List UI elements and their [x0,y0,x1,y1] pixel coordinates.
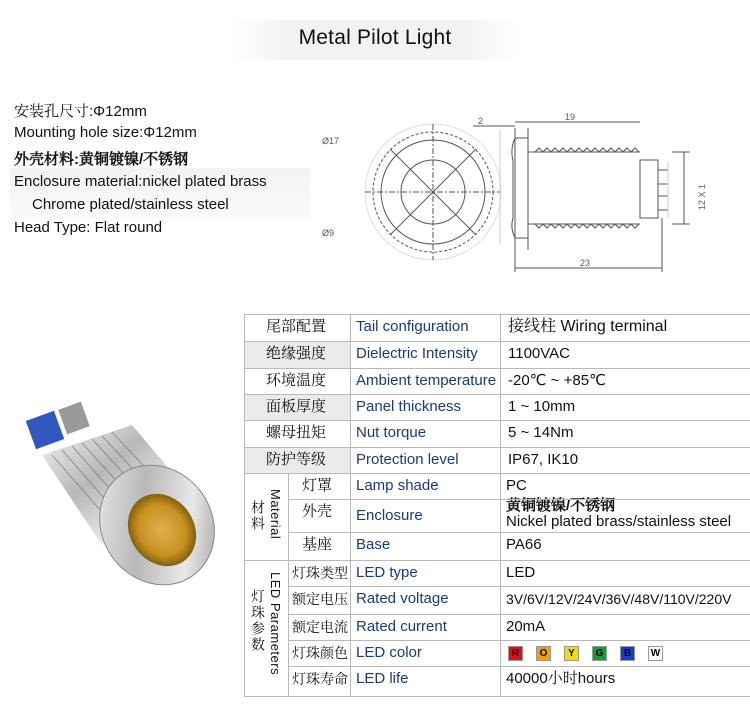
spec-hole-cn: 安装孔尺寸:Φ12mm [14,103,147,120]
table-col-line [288,473,289,696]
spec-table [244,314,750,696]
row-en-label: Nut torque [356,424,427,441]
table-row-line [288,586,750,587]
led-color-swatches [508,640,676,666]
table-row-line [288,640,750,641]
table-row-line [244,314,750,315]
row-cn-label: 绝缘强度 [266,345,327,362]
row-en-label: Panel thickness [356,398,462,415]
table-col-line [244,314,245,696]
led-color-swatch: G [592,646,607,661]
led-en-label: LED color [356,644,422,661]
material-en-label: Enclosure [356,507,423,524]
technical-drawing [310,100,730,290]
spec-shell-cn: 外壳材料:黄铜镀镍/不锈钢 [14,151,189,168]
material-cn-label: 灯罩 [302,477,333,494]
table-row-line [288,532,750,533]
spec-hole-en: Mounting hole size:Φ12mm [14,124,197,141]
row-value: -20℃ ~ +85℃ [508,372,606,389]
dim-12x1: 12 X 1 [697,183,707,210]
row-value: 1100VAC [508,345,570,362]
spec-enclosure-en: Enclosure material:nickel plated brass [14,173,267,190]
row-en-label: Dielectric Intensity [356,345,478,362]
row-value: 接线柱 Wiring terminal [508,318,668,335]
row-value: 1 ~ 10mm [508,398,576,415]
led-color-swatch: B [620,646,635,661]
led-value: 40000小时hours [506,670,616,687]
row-value: IP67, IK10 [508,451,579,468]
spec-chrome-en: Chrome plated/stainless steel [32,196,229,213]
material-en-label: Base [356,536,391,553]
spec-head-en: Head Type: Flat round [14,219,163,236]
material-cn-label: 基座 [302,536,333,553]
led-value: 20mA [506,618,546,635]
table-row-line [288,499,750,500]
table-row-line [244,560,750,561]
dim-inner-diameter: Ø9 [322,228,335,238]
led-cn-label: 灯珠颜色 [292,645,348,661]
led-en-label: Rated voltage [356,590,449,607]
row-cn-label: 尾部配置 [266,318,327,335]
led-cn-label: 灯珠寿命 [292,671,348,687]
table-row-line [288,614,750,615]
row-en-label: Protection level [356,451,459,468]
row-en-label: Tail configuration [356,318,469,335]
material-value-2: Nickel plated brass/stainless steel [506,513,732,530]
table-col-line [350,314,351,696]
material-en-label: Lamp shade [356,477,439,494]
table-col-line [500,314,501,696]
dim-outer-diameter: Ø17 [322,136,340,146]
led-color-swatch: Y [564,646,579,661]
table-row-line [244,394,750,395]
material-group-en: Material [268,489,283,540]
material-value: 黄铜镀镍/不锈钢 [506,497,616,514]
page-title: Metal Pilot Light [298,26,452,49]
table-row-line [244,447,750,448]
table-row-line [244,696,750,697]
row-value: 5 ~ 14Nm [508,424,574,441]
row-en-label: Ambient temperature [356,372,497,389]
led-cn-label: 灯珠类型 [292,565,348,581]
table-row-line [244,473,750,474]
led-group-cn: 灯珠参数 [250,589,266,653]
led-value: 3V/6V/12V/24V/36V/48V/110V/220V [506,591,732,607]
led-en-label: LED life [356,670,409,687]
dim-2: 2 [478,116,484,126]
led-color-swatch: W [648,646,663,661]
material-value: PA66 [506,536,542,553]
table-row-line [244,341,750,342]
led-cn-label: 额定电压 [292,591,348,607]
led-color-swatch: R [508,646,523,661]
row-cn-label: 环境温度 [266,372,327,389]
table-row-line [244,420,750,421]
pilot-light-photo [22,395,222,600]
row-cn-label: 面板厚度 [266,398,327,415]
row-cn-label: 螺母扭矩 [266,424,327,441]
led-en-label: Rated current [356,618,447,635]
led-en-label: LED type [356,564,418,581]
table-row-line [244,368,750,369]
table-row-line [288,666,750,667]
material-cn-label: 外壳 [302,503,333,520]
material-group-cn: 材料 [250,500,266,532]
led-group-en: LED Parameters [268,572,283,676]
material-value: PC [506,477,527,494]
led-value: LED [506,564,536,581]
led-color-swatch: O [536,646,551,661]
led-cn-label: 额定电流 [292,619,348,635]
dim-19: 19 [565,112,576,122]
dim-23: 23 [580,258,591,268]
row-cn-label: 防护等级 [266,451,327,468]
